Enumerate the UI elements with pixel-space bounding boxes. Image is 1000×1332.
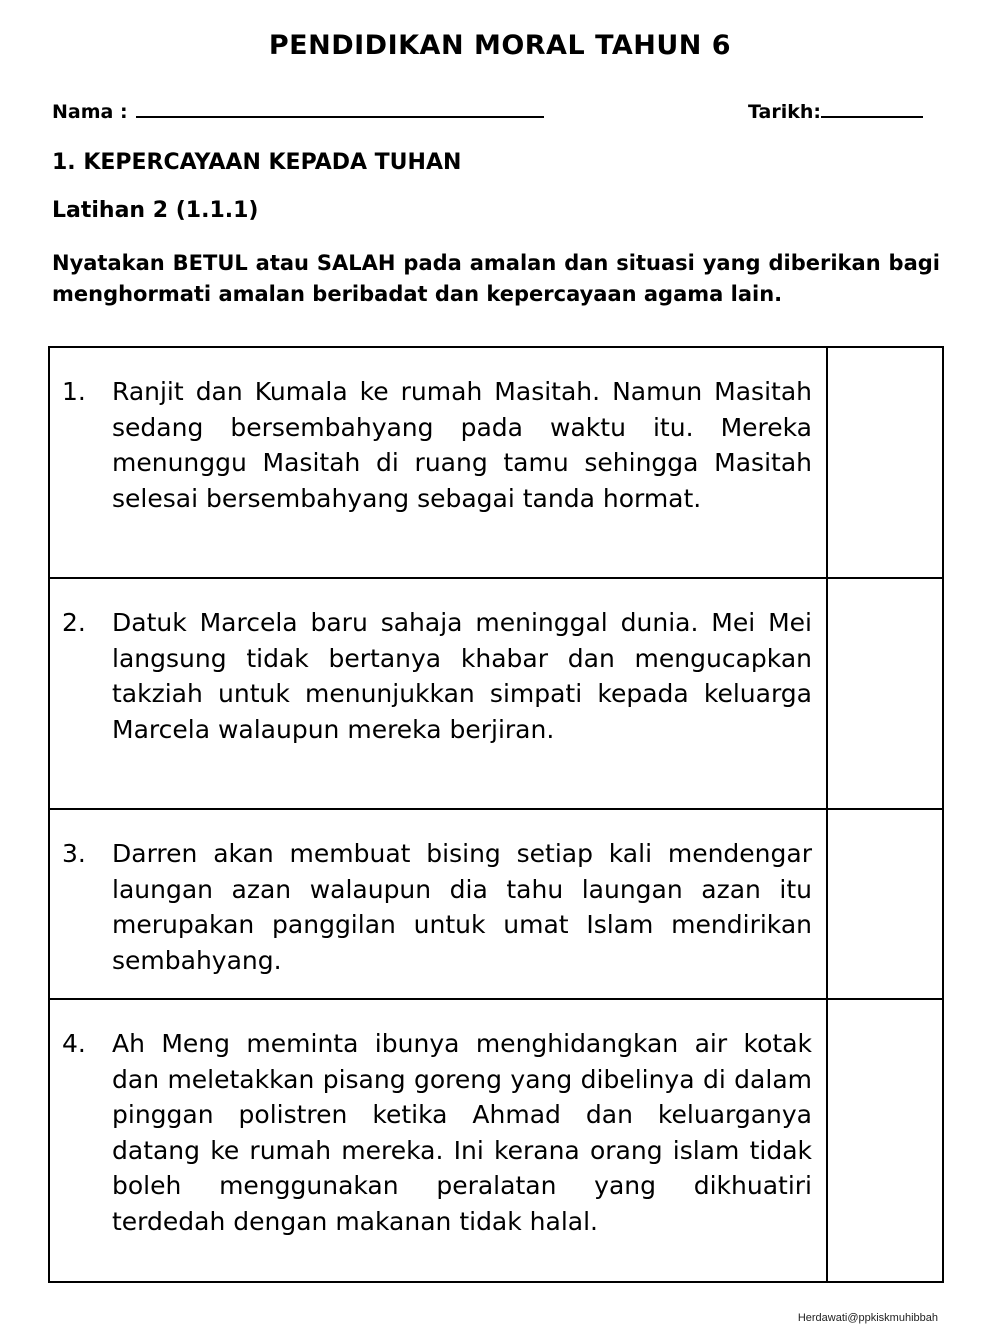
table-row — [49, 809, 943, 999]
section-title: 1. KEPERCAYAAN KEPADA TUHAN — [52, 150, 462, 175]
answer-box[interactable] — [827, 809, 943, 999]
question-number: 2. — [62, 608, 86, 637]
question-number: 3. — [62, 839, 86, 868]
name-label: Nama : — [52, 101, 128, 123]
date-label: Tarikh: — [748, 101, 821, 123]
question-cell — [49, 347, 827, 578]
page-title: PENDIDIKAN MORAL TAHUN 6 — [268, 30, 732, 61]
answer-box[interactable] — [827, 578, 943, 809]
question-number: 4. — [62, 1029, 86, 1058]
instruction-text: Nyatakan BETUL atau SALAH pada amalan dan situasi yang diberikan bagi menghormati amalan beribadat dan kepercayaan agama lain. — [52, 251, 940, 306]
date-row — [748, 96, 923, 123]
question-text: Darren akan membuat bising setiap kali mendengar laungan azan walaupun dia tahu laungan azan itu merupakan panggilan untuk umat Islam mendirikan sembahyang. — [112, 839, 812, 975]
question-cell — [49, 999, 827, 1282]
exercise-title: Latihan 2 (1.1.1) — [52, 198, 259, 223]
question-text: Ah Meng meminta ibunya menghidangkan air kotak dan meletakkan pisang goreng yang dibelinya di dalam pinggan polistren ketika Ahmad dan keluarganya datang ke rumah mereka. Ini kerana orang islam tidak boleh menggunakan peralatan yang dikhuatiri terdedah dengan makanan tidak halal. — [112, 1029, 812, 1236]
question-number: 1. — [62, 377, 86, 406]
table-row — [49, 578, 943, 809]
question-cell — [49, 809, 827, 999]
name-row — [52, 96, 544, 123]
footer-credit: Herdawati@ppkiskmuhibbah — [797, 1312, 938, 1324]
question-text: Datuk Marcela baru sahaja meninggal dunia. Mei Mei langsung tidak bertanya khabar dan mengucapkan takziah untuk menunjukkan simpati kepada keluarga Marcela walaupun mereka berjiran. — [112, 608, 812, 744]
date-blank-line[interactable] — [821, 96, 923, 118]
question-text: Ranjit dan Kumala ke rumah Masitah. Namun Masitah sedang bersembahyang pada waktu itu. Mereka menunggu Masitah di ruang tamu sehingga Masitah selesai bersembahyang sebagai tanda hormat. — [112, 377, 812, 513]
table-row — [49, 347, 943, 578]
answer-box[interactable] — [827, 347, 943, 578]
answer-box[interactable] — [827, 999, 943, 1282]
name-blank-line[interactable] — [136, 96, 544, 118]
table-row — [49, 999, 943, 1282]
question-cell — [49, 578, 827, 809]
questions-table — [48, 346, 944, 1283]
